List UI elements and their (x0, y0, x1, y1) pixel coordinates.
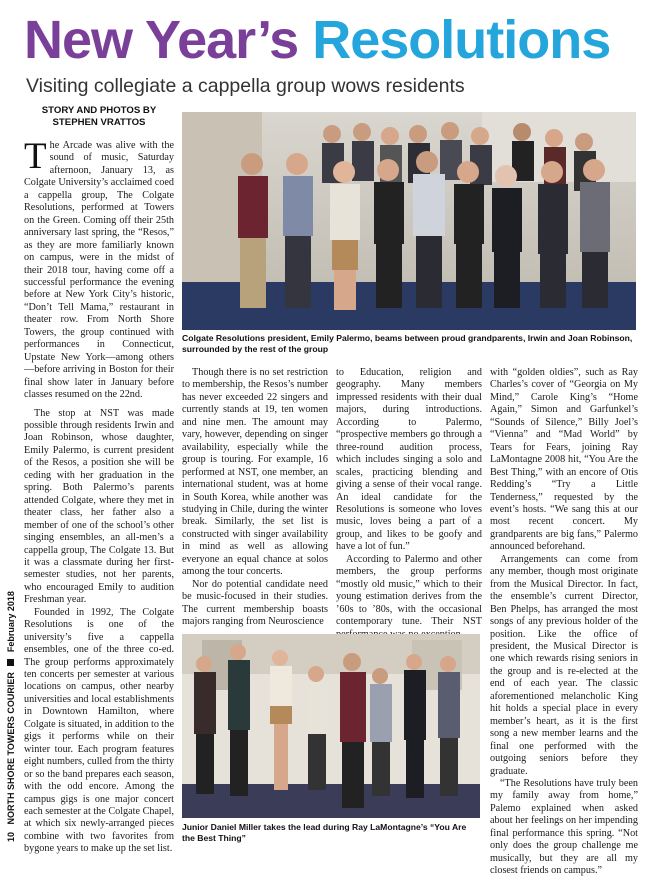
byline-line-2: STEPHEN VRATTOS (52, 117, 146, 128)
bottom-photo-caption: Junior Daniel Miller takes the lead during Ray LaMontagne’s “You Are the Best Thing” (182, 822, 467, 843)
paragraph: to Education, religion and geography. Many members impressed residents with their dual majors, during introductions. According to Palermo, “prospective members go through a three-round audition process, which includes singing a solo and scales, practicing blending and giving a sense of their vocal range. An ideal candidate for the Resolutions is someone who loves music, loves being a part of a group, and likes to be goofy and have a lot of fun.” (336, 367, 482, 553)
group-photo (182, 112, 636, 330)
page-folio (0, 580, 18, 842)
article-column-2 (182, 367, 328, 629)
top-photo-caption: Colgate Resolutions president, Emily Palermo, beams between proud grandparents, Irwin and Joan Robinson, surrounded by the rest of the group (182, 333, 633, 354)
byline-line-1: STORY AND PHOTOS BY (41, 105, 157, 116)
article-column-1 (24, 136, 174, 856)
page-number: 10 (6, 831, 16, 842)
byline (24, 105, 174, 129)
article-subtitle: Visiting collegiate a cappella group wows residents (26, 75, 465, 97)
folio-text (2, 580, 20, 842)
square-separator-icon (7, 659, 14, 666)
performance-photo (182, 634, 480, 818)
paragraph: Arrangements can come from any member, though most originate from the Musical Director. In fact, the ensemble’s current Director, Ben Phelps, has arranged the most songs of any previous holder of the position. Like the office of president, the Musical Director is one which rewards rising seniors in the group and is re-elected at the end of each year. The classic aforementioned melancholic King hit holds a special place in every member’s heart, as it is the first song a new member learns and the final one performed with the outgoing seniors before they graduate. (490, 553, 638, 777)
paragraph: with “golden oldies”, such as Ray Charles’s cover of “Georgia on My Mind,” Carole King’s “Home Again,” Simon and Garfunkel’s “Sounds of Silence,” Billy Joel’s “Vienna” and “Mad World” by Tears for Fears, joining Ray LaMontagne 2008 hit, “You Are the Best Thing,” with an encore of Otis Redding’s “Try a Little Tenderness,” requested by the event’s hosts. “We sang this at our most recent concert. My grandparents are big fans,” Palermo announced beforehand. (490, 367, 638, 553)
paragraph: “The Resolutions have truly been my family away from home,” Palemo explained when asked about her feelings on her impending final performance this spring. “Not only does the group challenge me musically, but they are all my closest friends on campus.” (490, 777, 638, 877)
publication-name: NORTH SHORE TOWERS COURIER (6, 672, 16, 825)
paragraph: Though there is no set restriction to membership, the Resos’s number has never exceeded 22 singers and currently stands at 19, ten women and nine men. The amount may vary, however, depending on singer availability, especially while the group is touring. For example, 16 performed at NST, one member, an international student, was at home in South Korea, while another was studying in Chile, during the winter break. Similarly, the set list is constructed with singer availability in mind as well as allowing everyone an equal chance at solos among the tour concerts. (182, 367, 328, 578)
issue-date: February 2018 (6, 591, 16, 653)
article-column-4 (490, 367, 638, 878)
performance-photo-image (182, 634, 480, 818)
title-part-2: Resolutions (312, 10, 611, 70)
title-part-1: New Year’s (24, 10, 299, 70)
article-title (24, 10, 654, 70)
paragraph: According to Palermo and other members, the group performs “mostly old music,” which to their young estimation derives from the ’60s to ’80s, with the occasional contemporary tune. Their NST (336, 553, 482, 628)
group-photo-image (182, 112, 636, 330)
paragraph: Nor do potential candidate need be music-focused in their studies. The current membership boasts majors ranging from Neuroscience (182, 578, 328, 628)
paragraph: The stop at NST was made possible through residents Irwin and Joan Robinson, whose daughter, Emily Palermo, is current president of the Resos, a position she will be ceding with her graduation in the spring. Both Palermo’s parents attended Colgate, where they met in theater class, her father also a member of one of the school’s other singing ensembles, an all-men’s a cappella group, The Colgate 13. But it was a classmate during her first-semester studies, not her parents, who encouraged Emily to audition Freshman year. (24, 407, 174, 606)
article-column-3 (336, 367, 482, 641)
paragraph: The Arcade was alive with the sound of music, Saturday afternoon, January 13, as Colgate University’s acclaimed coed a cappella group, The Colgate Resolutions, performed at Towers on the Green. Coming off their 25th anniversary last spring, the “Resos,” as they are more familiarly known on campus, were in the midst of their 2018 tour, having come off a successful performance the evening before at New York City’s historic, “Don’t Tell Mama,” restaurant in theater row. From North Shore Towers, the group continued with performances in Connecticut, Upstate New York—among others—before arriving in Boston for their final show later in January before classes resumed on the 22nd. (24, 136, 174, 401)
drop-cap: T (24, 136, 47, 177)
paragraph: Founded in 1992, The Colgate Resolutions is one of the university’s five a cappella ensembles, one of the three co-ed. The group performs approximately ten concerts per semester at various locations on campus, other nearby universities and local establishments in Downtown Hamilton, where Colgate is situated, in addition to the gigs it performs while on their winter tour. Each program features eight numbers, culled from the thirty or so the band prepares each season, with the odd encore. Among the campus gigs is one major concert each semester at the Colgate Chapel, at which six newly-arranged pieces combine with two favorites from bygone years to make up the set list. (24, 606, 174, 855)
